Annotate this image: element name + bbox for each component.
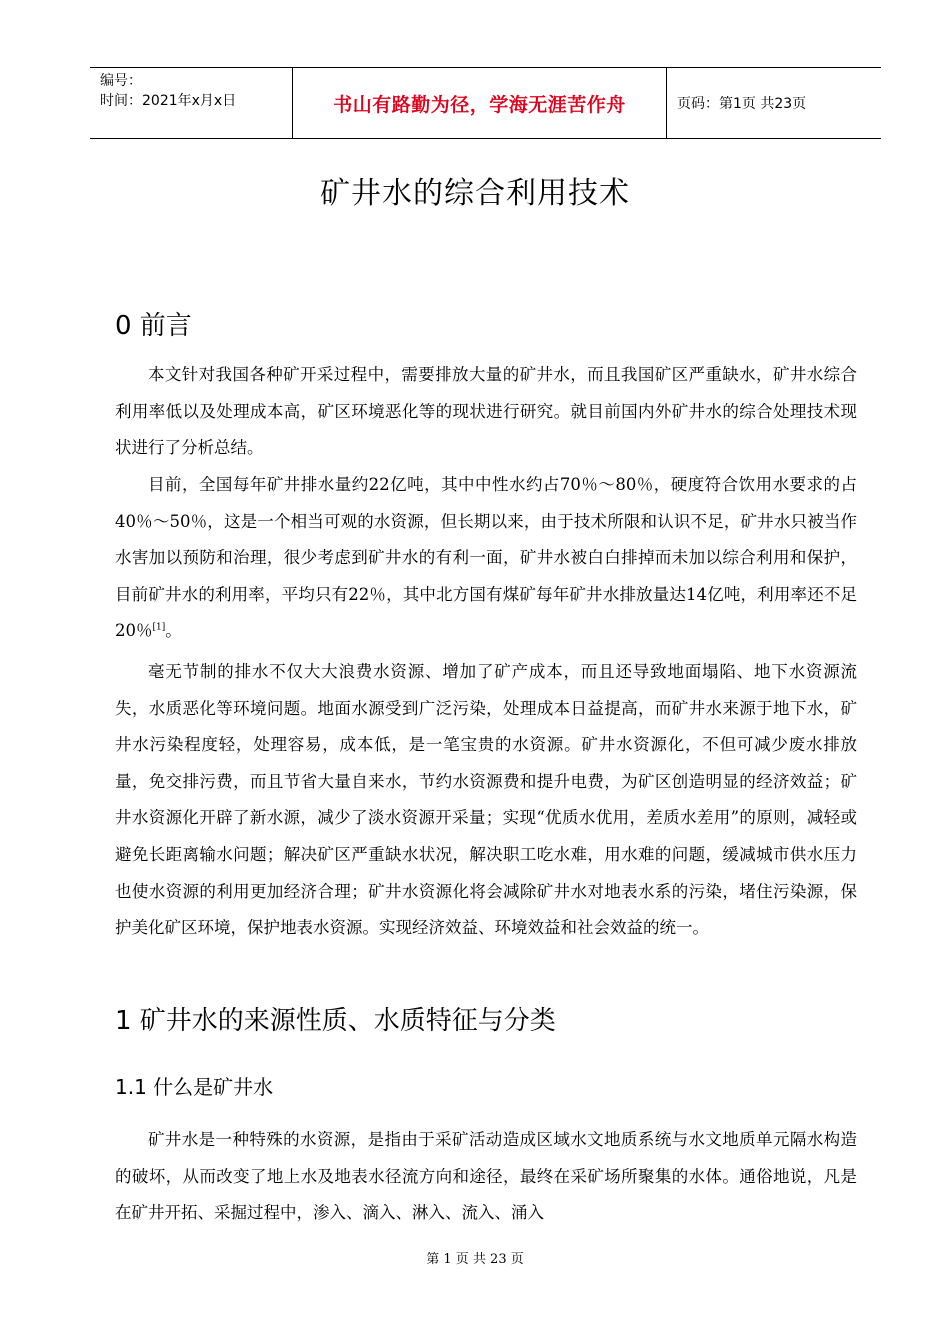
subsection-heading-1-1: 1.1 什么是矿井水 xyxy=(115,1075,274,1099)
number-label: 编号： xyxy=(100,73,142,89)
paragraph-resource: 毫无节制的排水不仅大大浪费水资源、增加了矿产成本，而且还导致地面塌陷、地下水资源流失，水质恶化等环境问题。地面水源受到广泛污染，处理成本日益提高，而矿井水来源于地下水，矿井水污染程度轻，处理容易，成本低，是一笔宝贵的水资源。矿井水资源化，不但可减少废水排放量，免交排污费，而且节省大量自来水，节约水资源费和提升电费，为矿区创造明显的经济效益；矿井水资源化开辟了新水源，减少了淡水资源开采量；实现“优质水优用，差质水差用”的原则，减轻或避免长距离输水问题；解决矿区严重缺水状况，解决职工吃水难，用水难的问题，缓减城市供水压力也使水资源的利用更加经济合理；矿井水资源化将会减除矿井水对地表水系的污染，堵住污染源，保护美化矿区环境，保护地表水资源。实现经济效益、环境效益和社会效益的统一。 xyxy=(115,662,857,938)
document-title: 矿井水的综合利用技术 xyxy=(320,176,630,211)
section-heading-0: 0 前言 xyxy=(115,311,192,341)
header-meta xyxy=(90,68,293,138)
time-label: 时间：2021年x月x日 xyxy=(100,93,237,109)
header-page-info: 页码：第1页 共23页 xyxy=(677,96,807,112)
document-header xyxy=(90,67,881,139)
citation-ref: [1] xyxy=(152,622,166,633)
paragraph-intro: 本文针对我国各种矿开采过程中，需要排放大量的矿井水，而且我国矿区严重缺水，矿井水综合利用率低以及处理成本高，矿区环境恶化等的现状进行研究。就目前国内外矿井水的综合处理技术现状进行了分析总结。 xyxy=(115,365,857,458)
section-heading-1: 1 矿井水的来源性质、水质特征与分类 xyxy=(115,1006,556,1036)
paragraph-statistics-text: 目前，全国每年矿井排水量约22亿吨，其中中性水约占70％～80％，硬度符合饮用水要求的占40％～50％，这是一个相当可观的水资源，但长期以来，由于技术所限和认识不足，矿井水只被当作水害加以预防和治理，很少考虑到矿井水的有利一面，矿井水被白白排掉而未加以综合利用和保护，目前矿井水的利用率，平均只有22％，其中北方国有煤矿每年矿井水排放量达14亿吨，利用率还不足20％ xyxy=(115,475,857,641)
paragraph-statistics-end: 。 xyxy=(165,621,182,641)
page-footer: 第 1 页 共 23 页 xyxy=(426,1252,524,1267)
paragraph-statistics xyxy=(115,467,857,650)
paragraph-definition: 矿井水是一种特殊的水资源，是指由于采矿活动造成区域水文地质系统与水文地质单元隔水构造的破坏，从而改变了地上水及地表水径流方向和途径，最终在采矿场所聚集的水体。通俗地说，凡是在矿井开拓、采掘过程中，渗入、滴入、淋入、流入、涌入 xyxy=(115,1130,857,1223)
header-motto: 书山有路勤为径，学海无涯苦作舟 xyxy=(293,68,667,138)
